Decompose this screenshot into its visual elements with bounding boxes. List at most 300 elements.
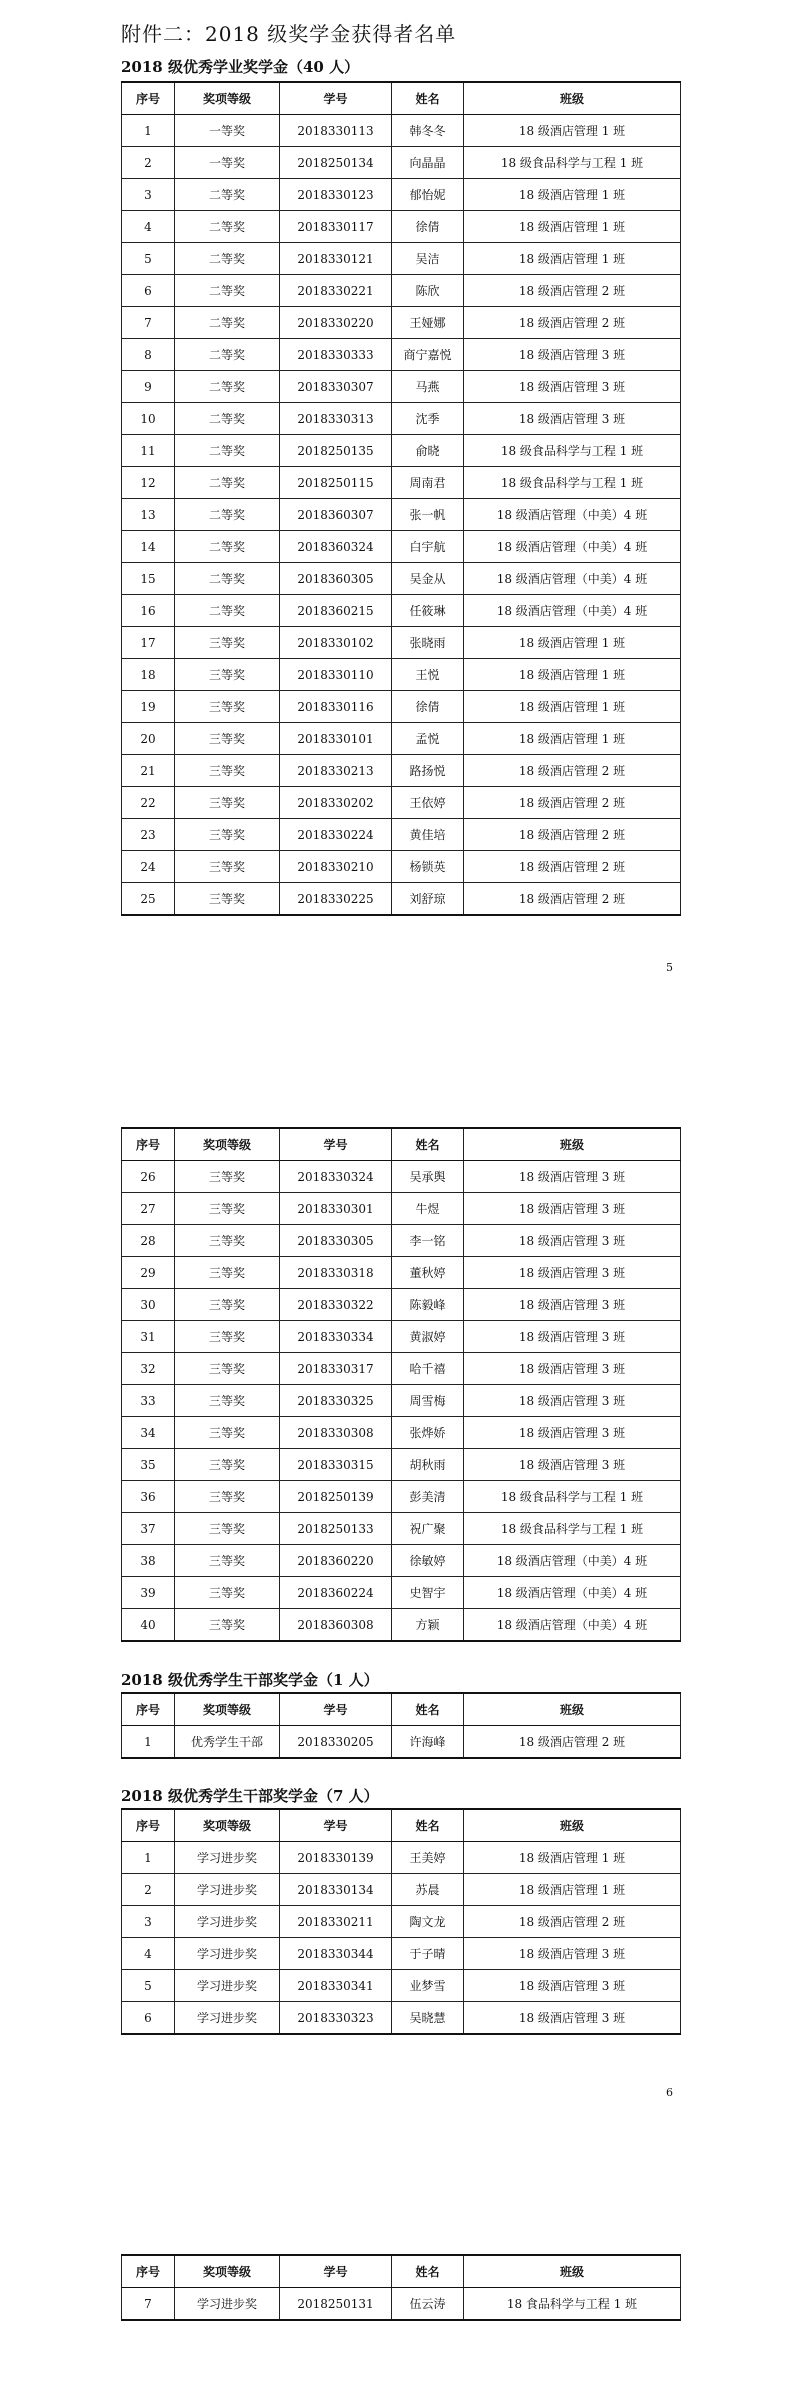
- cell-index: 20: [122, 723, 175, 755]
- progress-award-table-part-2: [121, 2254, 681, 2321]
- cell-class: 18 级酒店管理 1 班: [464, 179, 681, 211]
- cell-student-id: 2018330211: [280, 1906, 392, 1938]
- cell-index: 17: [122, 627, 175, 659]
- col-student-id-header: 学号: [280, 2255, 392, 2288]
- cell-index: 2: [122, 147, 175, 179]
- table-row: [122, 883, 681, 916]
- cell-name: 彭美清: [392, 1481, 464, 1513]
- cell-name: 刘舒琼: [392, 883, 464, 916]
- table-row: [122, 1481, 681, 1513]
- table-row: [122, 819, 681, 851]
- cell-index: 24: [122, 851, 175, 883]
- cell-index: 5: [122, 243, 175, 275]
- cell-student-id: 2018250133: [280, 1513, 392, 1545]
- cell-award-level: 三等奖: [175, 659, 280, 691]
- cell-student-id: 2018330221: [280, 275, 392, 307]
- table-row: [122, 179, 681, 211]
- table-row: [122, 1193, 681, 1225]
- cell-student-id: 2018360308: [280, 1609, 392, 1642]
- table-header-row: [122, 1809, 681, 1842]
- table-row: [122, 1545, 681, 1577]
- cell-name: 韩冬冬: [392, 115, 464, 147]
- table-row: [122, 243, 681, 275]
- cell-index: 27: [122, 1193, 175, 1225]
- table-header-row: [122, 2255, 681, 2288]
- cell-class: 18 级食品科学与工程 1 班: [464, 467, 681, 499]
- cell-index: 3: [122, 179, 175, 211]
- cell-award-level: 二等奖: [175, 467, 280, 499]
- table-row: [122, 1257, 681, 1289]
- table-row: [122, 659, 681, 691]
- cell-name: 许海峰: [392, 1726, 464, 1759]
- cell-name: 徐倩: [392, 691, 464, 723]
- cell-name: 周雪梅: [392, 1385, 464, 1417]
- cell-class: 18 级酒店管理 2 班: [464, 851, 681, 883]
- page-title: 附件二：2018 级奖学金获得者名单: [121, 22, 457, 46]
- cell-name: 孟悦: [392, 723, 464, 755]
- cell-name: 王悦: [392, 659, 464, 691]
- cell-award-level: 三等奖: [175, 787, 280, 819]
- cell-award-level: 三等奖: [175, 1257, 280, 1289]
- cell-name: 牛煜: [392, 1193, 464, 1225]
- cell-index: 32: [122, 1353, 175, 1385]
- cell-student-id: 2018330313: [280, 403, 392, 435]
- progress-award-table-part-1: [121, 1808, 681, 2035]
- cell-name: 张烨娇: [392, 1417, 464, 1449]
- cell-index: 1: [122, 115, 175, 147]
- cell-award-level: 三等奖: [175, 1225, 280, 1257]
- cell-student-id: 2018330317: [280, 1353, 392, 1385]
- col-name-header: 姓名: [392, 82, 464, 115]
- cell-student-id: 2018330121: [280, 243, 392, 275]
- col-name-header: 姓名: [392, 1693, 464, 1726]
- cell-class: 18 级酒店管理 1 班: [464, 211, 681, 243]
- col-award-level-header: 奖项等级: [175, 1809, 280, 1842]
- table-row: [122, 115, 681, 147]
- table-row: [122, 403, 681, 435]
- cell-student-id: 2018330333: [280, 339, 392, 371]
- cell-award-level: 三等奖: [175, 1353, 280, 1385]
- cell-award-level: 学习进步奖: [175, 2002, 280, 2035]
- cell-student-id: 2018330318: [280, 1257, 392, 1289]
- col-index-header: 序号: [122, 2255, 175, 2288]
- cell-index: 10: [122, 403, 175, 435]
- cell-name: 徐敏婷: [392, 1545, 464, 1577]
- cell-name: 任筱琳: [392, 595, 464, 627]
- cell-student-id: 2018360224: [280, 1577, 392, 1609]
- table-row: [122, 1161, 681, 1193]
- cell-index: 38: [122, 1545, 175, 1577]
- cell-index: 34: [122, 1417, 175, 1449]
- cell-student-id: 2018330305: [280, 1225, 392, 1257]
- col-class-header: 班级: [464, 1693, 681, 1726]
- cell-class: 18 级酒店管理 2 班: [464, 275, 681, 307]
- table-row: [122, 531, 681, 563]
- table-row: [122, 563, 681, 595]
- cell-class: 18 级酒店管理 3 班: [464, 1417, 681, 1449]
- cell-name: 杨锁英: [392, 851, 464, 883]
- col-name-header: 姓名: [392, 2255, 464, 2288]
- table-row: [122, 275, 681, 307]
- col-student-id-header: 学号: [280, 82, 392, 115]
- cell-name: 哈千禧: [392, 1353, 464, 1385]
- cell-award-level: 学习进步奖: [175, 1970, 280, 2002]
- table-row: [122, 723, 681, 755]
- cell-index: 26: [122, 1161, 175, 1193]
- cell-index: 36: [122, 1481, 175, 1513]
- cell-name: 黄淑婷: [392, 1321, 464, 1353]
- table-row: [122, 1513, 681, 1545]
- cell-student-id: 2018330205: [280, 1726, 392, 1759]
- page-number: 5: [666, 961, 673, 974]
- cell-name: 向晶晶: [392, 147, 464, 179]
- academic-scholarship-table-part-2: [121, 1127, 681, 1642]
- cell-student-id: 2018250134: [280, 147, 392, 179]
- cell-class: 18 级酒店管理 3 班: [464, 1193, 681, 1225]
- cell-award-level: 三等奖: [175, 1577, 280, 1609]
- cell-index: 16: [122, 595, 175, 627]
- cell-award-level: 学习进步奖: [175, 1842, 280, 1874]
- cell-award-level: 三等奖: [175, 883, 280, 916]
- table-row: [122, 1842, 681, 1874]
- cell-student-id: 2018360305: [280, 563, 392, 595]
- cell-student-id: 2018330139: [280, 1842, 392, 1874]
- section-heading-cadre: 2018 级优秀学生干部奖学金（1 人）: [121, 1671, 379, 1689]
- cell-class: 18 级酒店管理 2 班: [464, 1726, 681, 1759]
- cell-award-level: 学习进步奖: [175, 1938, 280, 1970]
- table-row: [122, 467, 681, 499]
- cell-student-id: 2018330113: [280, 115, 392, 147]
- cell-class: 18 级酒店管理 3 班: [464, 1385, 681, 1417]
- cell-student-id: 2018330213: [280, 755, 392, 787]
- cell-award-level: 优秀学生干部: [175, 1726, 280, 1759]
- table-row: [122, 1321, 681, 1353]
- cell-class: 18 级食品科学与工程 1 班: [464, 435, 681, 467]
- cell-student-id: 2018330341: [280, 1970, 392, 2002]
- cell-class: 18 级酒店管理（中美）4 班: [464, 499, 681, 531]
- cell-name: 徐倩: [392, 211, 464, 243]
- cell-class: 18 级酒店管理 1 班: [464, 659, 681, 691]
- cell-award-level: 一等奖: [175, 147, 280, 179]
- col-class-header: 班级: [464, 82, 681, 115]
- col-index-header: 序号: [122, 1809, 175, 1842]
- cell-student-id: 2018330101: [280, 723, 392, 755]
- table-header-row: [122, 1128, 681, 1161]
- cell-name: 马燕: [392, 371, 464, 403]
- cell-class: 18 级酒店管理 1 班: [464, 627, 681, 659]
- cell-class: 18 级酒店管理 3 班: [464, 1970, 681, 2002]
- cell-name: 黄佳培: [392, 819, 464, 851]
- cell-name: 李一铭: [392, 1225, 464, 1257]
- cell-award-level: 学习进步奖: [175, 2288, 280, 2321]
- table-row: [122, 595, 681, 627]
- col-award-level-header: 奖项等级: [175, 1128, 280, 1161]
- table-row: [122, 1353, 681, 1385]
- cell-index: 21: [122, 755, 175, 787]
- cell-award-level: 二等奖: [175, 243, 280, 275]
- cell-class: 18 级酒店管理（中美）4 班: [464, 1577, 681, 1609]
- cell-class: 18 级酒店管理 2 班: [464, 787, 681, 819]
- cell-name: 伍云涛: [392, 2288, 464, 2321]
- cell-index: 25: [122, 883, 175, 916]
- cadre-scholarship-table: [121, 1692, 681, 1759]
- cell-class: 18 级酒店管理 1 班: [464, 115, 681, 147]
- table-row: [122, 1970, 681, 2002]
- cell-index: 3: [122, 1906, 175, 1938]
- table-row: [122, 1385, 681, 1417]
- table-row: [122, 851, 681, 883]
- cell-award-level: 三等奖: [175, 1481, 280, 1513]
- cell-student-id: 2018250135: [280, 435, 392, 467]
- cell-index: 23: [122, 819, 175, 851]
- table-row: [122, 435, 681, 467]
- section-heading-academic: 2018 级优秀学业奖学金（40 人）: [121, 58, 360, 76]
- cell-student-id: 2018330202: [280, 787, 392, 819]
- cell-index: 12: [122, 467, 175, 499]
- table-row: [122, 1417, 681, 1449]
- table-row: [122, 691, 681, 723]
- cell-student-id: 2018250131: [280, 2288, 392, 2321]
- cell-award-level: 二等奖: [175, 403, 280, 435]
- table-row: [122, 755, 681, 787]
- cell-name: 张晓雨: [392, 627, 464, 659]
- cell-student-id: 2018360307: [280, 499, 392, 531]
- academic-scholarship-table-part-1: [121, 81, 681, 916]
- cell-class: 18 食品科学与工程 1 班: [464, 2288, 681, 2321]
- cell-student-id: 2018330134: [280, 1874, 392, 1906]
- cell-name: 周南君: [392, 467, 464, 499]
- cell-name: 俞晓: [392, 435, 464, 467]
- cell-class: 18 级酒店管理（中美）4 班: [464, 531, 681, 563]
- cell-index: 2: [122, 1874, 175, 1906]
- table-row: [122, 339, 681, 371]
- cell-class: 18 级酒店管理 1 班: [464, 691, 681, 723]
- cell-student-id: 2018330324: [280, 1161, 392, 1193]
- cell-class: 18 级食品科学与工程 1 班: [464, 147, 681, 179]
- cell-index: 22: [122, 787, 175, 819]
- table-row: [122, 1726, 681, 1759]
- cell-class: 18 级酒店管理 2 班: [464, 1906, 681, 1938]
- cell-index: 1: [122, 1726, 175, 1759]
- table-row: [122, 211, 681, 243]
- cell-name: 吴晓慧: [392, 2002, 464, 2035]
- cell-class: 18 级酒店管理 3 班: [464, 1225, 681, 1257]
- cell-index: 40: [122, 1609, 175, 1642]
- cell-student-id: 2018360215: [280, 595, 392, 627]
- cell-index: 4: [122, 211, 175, 243]
- cell-student-id: 2018330110: [280, 659, 392, 691]
- cell-index: 18: [122, 659, 175, 691]
- cell-award-level: 三等奖: [175, 1609, 280, 1642]
- cell-name: 沈季: [392, 403, 464, 435]
- cell-index: 33: [122, 1385, 175, 1417]
- cell-index: 35: [122, 1449, 175, 1481]
- cell-award-level: 三等奖: [175, 691, 280, 723]
- table-row: [122, 1906, 681, 1938]
- cell-student-id: 2018330117: [280, 211, 392, 243]
- cell-name: 郁怡妮: [392, 179, 464, 211]
- cell-student-id: 2018330315: [280, 1449, 392, 1481]
- cell-index: 6: [122, 275, 175, 307]
- cell-award-level: 三等奖: [175, 1545, 280, 1577]
- col-award-level-header: 奖项等级: [175, 82, 280, 115]
- cell-name: 陈欣: [392, 275, 464, 307]
- cell-name: 史智宇: [392, 1577, 464, 1609]
- table-header-row: [122, 82, 681, 115]
- cell-student-id: 2018330224: [280, 819, 392, 851]
- table-row: [122, 2288, 681, 2321]
- cell-name: 王娅娜: [392, 307, 464, 339]
- cell-award-level: 二等奖: [175, 499, 280, 531]
- cell-student-id: 2018330323: [280, 2002, 392, 2035]
- col-class-header: 班级: [464, 2255, 681, 2288]
- cell-award-level: 三等奖: [175, 851, 280, 883]
- table-row: [122, 1449, 681, 1481]
- cell-award-level: 二等奖: [175, 595, 280, 627]
- cell-student-id: 2018250139: [280, 1481, 392, 1513]
- cell-award-level: 三等奖: [175, 1161, 280, 1193]
- cell-class: 18 级酒店管理（中美）4 班: [464, 1545, 681, 1577]
- table-row: [122, 787, 681, 819]
- table-row: [122, 1225, 681, 1257]
- table-row: [122, 499, 681, 531]
- cell-award-level: 二等奖: [175, 275, 280, 307]
- cell-name: 路扬悦: [392, 755, 464, 787]
- cell-class: 18 级酒店管理 1 班: [464, 1842, 681, 1874]
- col-name-header: 姓名: [392, 1809, 464, 1842]
- cell-award-level: 三等奖: [175, 1385, 280, 1417]
- cell-name: 吴金从: [392, 563, 464, 595]
- col-award-level-header: 奖项等级: [175, 1693, 280, 1726]
- cell-award-level: 学习进步奖: [175, 1874, 280, 1906]
- table-row: [122, 2002, 681, 2035]
- cell-index: 31: [122, 1321, 175, 1353]
- cell-award-level: 二等奖: [175, 339, 280, 371]
- table-row: [122, 1577, 681, 1609]
- cell-index: 29: [122, 1257, 175, 1289]
- cell-index: 30: [122, 1289, 175, 1321]
- col-student-id-header: 学号: [280, 1693, 392, 1726]
- cell-name: 吴洁: [392, 243, 464, 275]
- cell-award-level: 三等奖: [175, 819, 280, 851]
- cell-index: 7: [122, 2288, 175, 2321]
- cell-award-level: 三等奖: [175, 1417, 280, 1449]
- cell-class: 18 级酒店管理 3 班: [464, 2002, 681, 2035]
- cell-class: 18 级食品科学与工程 1 班: [464, 1481, 681, 1513]
- cell-name: 白宇航: [392, 531, 464, 563]
- cell-student-id: 2018330116: [280, 691, 392, 723]
- cell-index: 4: [122, 1938, 175, 1970]
- cell-student-id: 2018360220: [280, 1545, 392, 1577]
- col-class-header: 班级: [464, 1809, 681, 1842]
- cell-award-level: 三等奖: [175, 1321, 280, 1353]
- cell-name: 业梦雪: [392, 1970, 464, 2002]
- table-row: [122, 1938, 681, 1970]
- cell-award-level: 二等奖: [175, 435, 280, 467]
- cell-index: 13: [122, 499, 175, 531]
- cell-class: 18 级酒店管理 1 班: [464, 243, 681, 275]
- section-heading-progress: 2018 级优秀学生干部奖学金（7 人）: [121, 1787, 379, 1805]
- cell-award-level: 三等奖: [175, 1449, 280, 1481]
- cell-name: 王依婷: [392, 787, 464, 819]
- cell-award-level: 三等奖: [175, 1289, 280, 1321]
- table-row: [122, 1874, 681, 1906]
- cell-index: 5: [122, 1970, 175, 2002]
- cell-award-level: 三等奖: [175, 755, 280, 787]
- cell-student-id: 2018330225: [280, 883, 392, 916]
- cell-class: 18 级酒店管理 1 班: [464, 723, 681, 755]
- cell-student-id: 2018330102: [280, 627, 392, 659]
- cell-name: 祝广聚: [392, 1513, 464, 1545]
- cell-class: 18 级酒店管理 3 班: [464, 403, 681, 435]
- cell-class: 18 级酒店管理 3 班: [464, 1321, 681, 1353]
- cell-class: 18 级酒店管理（中美）4 班: [464, 595, 681, 627]
- col-index-header: 序号: [122, 1128, 175, 1161]
- cell-index: 28: [122, 1225, 175, 1257]
- cell-class: 18 级酒店管理 3 班: [464, 339, 681, 371]
- cell-name: 苏晨: [392, 1874, 464, 1906]
- cell-class: 18 级酒店管理 3 班: [464, 1353, 681, 1385]
- col-name-header: 姓名: [392, 1128, 464, 1161]
- cell-class: 18 级食品科学与工程 1 班: [464, 1513, 681, 1545]
- cell-name: 张一帆: [392, 499, 464, 531]
- cell-award-level: 一等奖: [175, 115, 280, 147]
- col-index-header: 序号: [122, 82, 175, 115]
- cell-index: 11: [122, 435, 175, 467]
- cell-name: 胡秋雨: [392, 1449, 464, 1481]
- cell-class: 18 级酒店管理 3 班: [464, 1289, 681, 1321]
- table-row: [122, 307, 681, 339]
- cell-award-level: 三等奖: [175, 1513, 280, 1545]
- cell-student-id: 2018330325: [280, 1385, 392, 1417]
- cell-name: 董秋婷: [392, 1257, 464, 1289]
- cell-award-level: 二等奖: [175, 211, 280, 243]
- cell-index: 7: [122, 307, 175, 339]
- table-row: [122, 1289, 681, 1321]
- cell-index: 39: [122, 1577, 175, 1609]
- cell-class: 18 级酒店管理 1 班: [464, 1874, 681, 1906]
- cell-award-level: 二等奖: [175, 531, 280, 563]
- cell-class: 18 级酒店管理 2 班: [464, 883, 681, 916]
- table-header-row: [122, 1693, 681, 1726]
- table-row: [122, 627, 681, 659]
- cell-student-id: 2018330123: [280, 179, 392, 211]
- cell-class: 18 级酒店管理 2 班: [464, 307, 681, 339]
- cell-student-id: 2018330334: [280, 1321, 392, 1353]
- cell-index: 19: [122, 691, 175, 723]
- cell-award-level: 二等奖: [175, 307, 280, 339]
- col-index-header: 序号: [122, 1693, 175, 1726]
- table-row: [122, 1609, 681, 1642]
- cell-award-level: 二等奖: [175, 179, 280, 211]
- col-student-id-header: 学号: [280, 1128, 392, 1161]
- cell-student-id: 2018330344: [280, 1938, 392, 1970]
- cell-class: 18 级酒店管理 2 班: [464, 755, 681, 787]
- cell-student-id: 2018250115: [280, 467, 392, 499]
- cell-index: 9: [122, 371, 175, 403]
- table-row: [122, 147, 681, 179]
- page-number: 6: [666, 2086, 673, 2099]
- cell-index: 15: [122, 563, 175, 595]
- cell-award-level: 三等奖: [175, 723, 280, 755]
- cell-student-id: 2018330308: [280, 1417, 392, 1449]
- cell-student-id: 2018330220: [280, 307, 392, 339]
- cell-class: 18 级酒店管理 2 班: [464, 819, 681, 851]
- cell-student-id: 2018330322: [280, 1289, 392, 1321]
- cell-award-level: 二等奖: [175, 563, 280, 595]
- col-student-id-header: 学号: [280, 1809, 392, 1842]
- table-row: [122, 371, 681, 403]
